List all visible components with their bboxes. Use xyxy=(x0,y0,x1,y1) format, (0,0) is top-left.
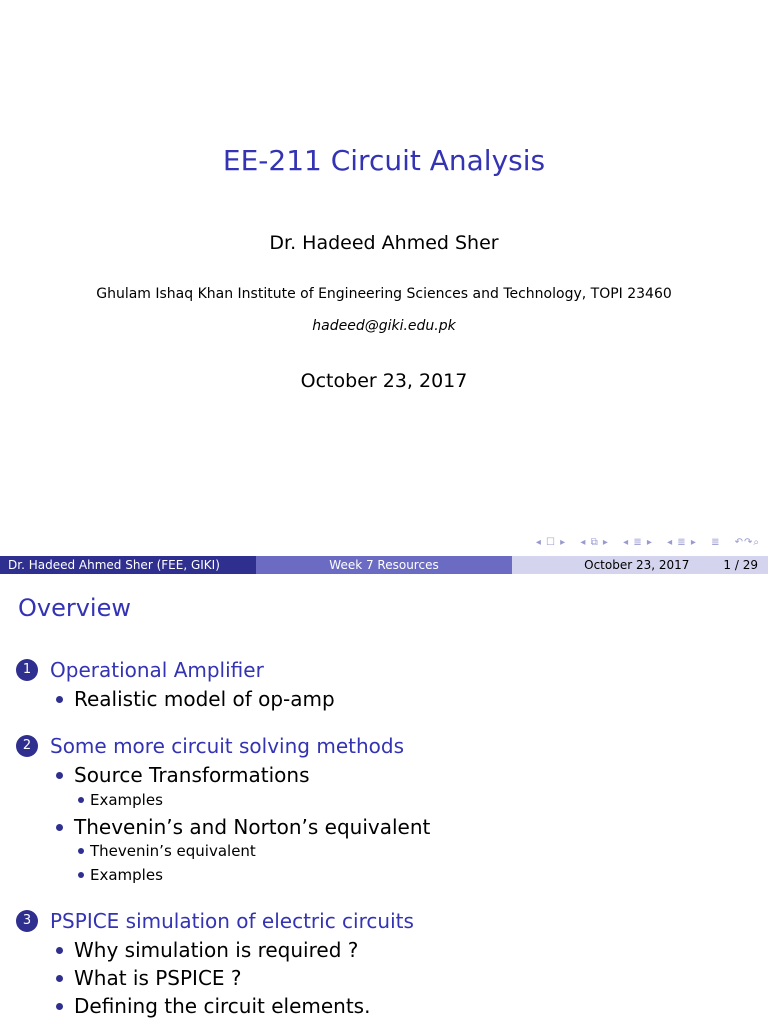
footer-author: Dr. Hadeed Ahmed Sher (FEE, GIKI) xyxy=(0,556,256,574)
presentation-title: EE-211 Circuit Analysis xyxy=(222,144,546,177)
item-label: Defining the circuit elements. xyxy=(74,994,371,1018)
footer-date-page xyxy=(512,556,768,574)
institute-name: Ghulam Ishaq Khan Institute of Engineering Sciences and Technology, TOPI 23460 xyxy=(96,286,672,302)
list-subitem xyxy=(78,842,256,860)
section-label: Operational Amplifier xyxy=(50,658,264,682)
section-2[interactable] xyxy=(16,734,404,758)
section-nav-icon[interactable]: ◂ ≣ ▸ xyxy=(623,537,653,548)
list-item xyxy=(56,938,358,962)
author-email[interactable]: hadeed@giki.edu.pk xyxy=(312,318,456,334)
presentation-date: October 23, 2017 xyxy=(300,370,468,392)
item-label: Thevenin’s and Norton’s equivalent xyxy=(74,815,431,839)
item-label: Source Transformations xyxy=(74,763,310,787)
subitem-label: Examples xyxy=(90,791,163,809)
subitem-label: Examples xyxy=(90,866,163,884)
overview-slide xyxy=(0,574,768,1024)
footer-page-number: 1 / 29 xyxy=(723,558,758,572)
beamer-navigation xyxy=(526,537,760,548)
section-number: 3 xyxy=(16,910,38,932)
section-label: Some more circuit solving methods xyxy=(50,734,404,758)
frame-title: Overview xyxy=(18,594,131,622)
item-label: What is PSPICE ? xyxy=(74,966,242,990)
author-name: Dr. Hadeed Ahmed Sher xyxy=(269,232,499,254)
bullet-icon xyxy=(78,872,84,878)
list-item xyxy=(56,687,335,711)
section-3[interactable] xyxy=(16,909,414,933)
list-item xyxy=(56,994,370,1018)
bullet-icon xyxy=(56,824,63,831)
section-label: PSPICE simulation of electric circuits xyxy=(50,909,414,933)
section-1[interactable] xyxy=(16,658,264,682)
list-subitem xyxy=(78,791,163,809)
bullet-icon xyxy=(56,947,63,954)
list-item xyxy=(56,815,430,839)
list-item xyxy=(56,763,310,787)
footer-date: October 23, 2017 xyxy=(584,558,690,572)
slide-footer xyxy=(0,556,768,574)
frame-nav-icon[interactable]: ◂ ☐ ▸ xyxy=(535,537,567,548)
bullet-icon xyxy=(56,975,63,982)
bullet-icon xyxy=(78,797,84,803)
document-nav-icon[interactable]: ◂ ≣ ▸ xyxy=(667,537,697,548)
bullet-icon xyxy=(56,1003,63,1010)
section-number: 2 xyxy=(16,735,38,757)
bullet-icon xyxy=(56,772,63,779)
subsection-nav-icon[interactable]: ◂ ⧉ ▸ xyxy=(580,537,609,548)
outline-icon[interactable]: ≣ xyxy=(711,537,721,548)
item-label: Realistic model of op-amp xyxy=(74,687,335,711)
section-number: 1 xyxy=(16,659,38,681)
footer-title: Week 7 Resources xyxy=(256,556,512,574)
item-label: Why simulation is required ? xyxy=(74,938,359,962)
subitem-label: Thevenin’s equivalent xyxy=(90,842,256,860)
back-forward-search-icon[interactable]: ↶↷⌕ xyxy=(734,537,760,548)
bullet-icon xyxy=(78,848,84,854)
bullet-icon xyxy=(56,696,63,703)
list-subitem xyxy=(78,866,163,884)
list-item xyxy=(56,966,242,990)
